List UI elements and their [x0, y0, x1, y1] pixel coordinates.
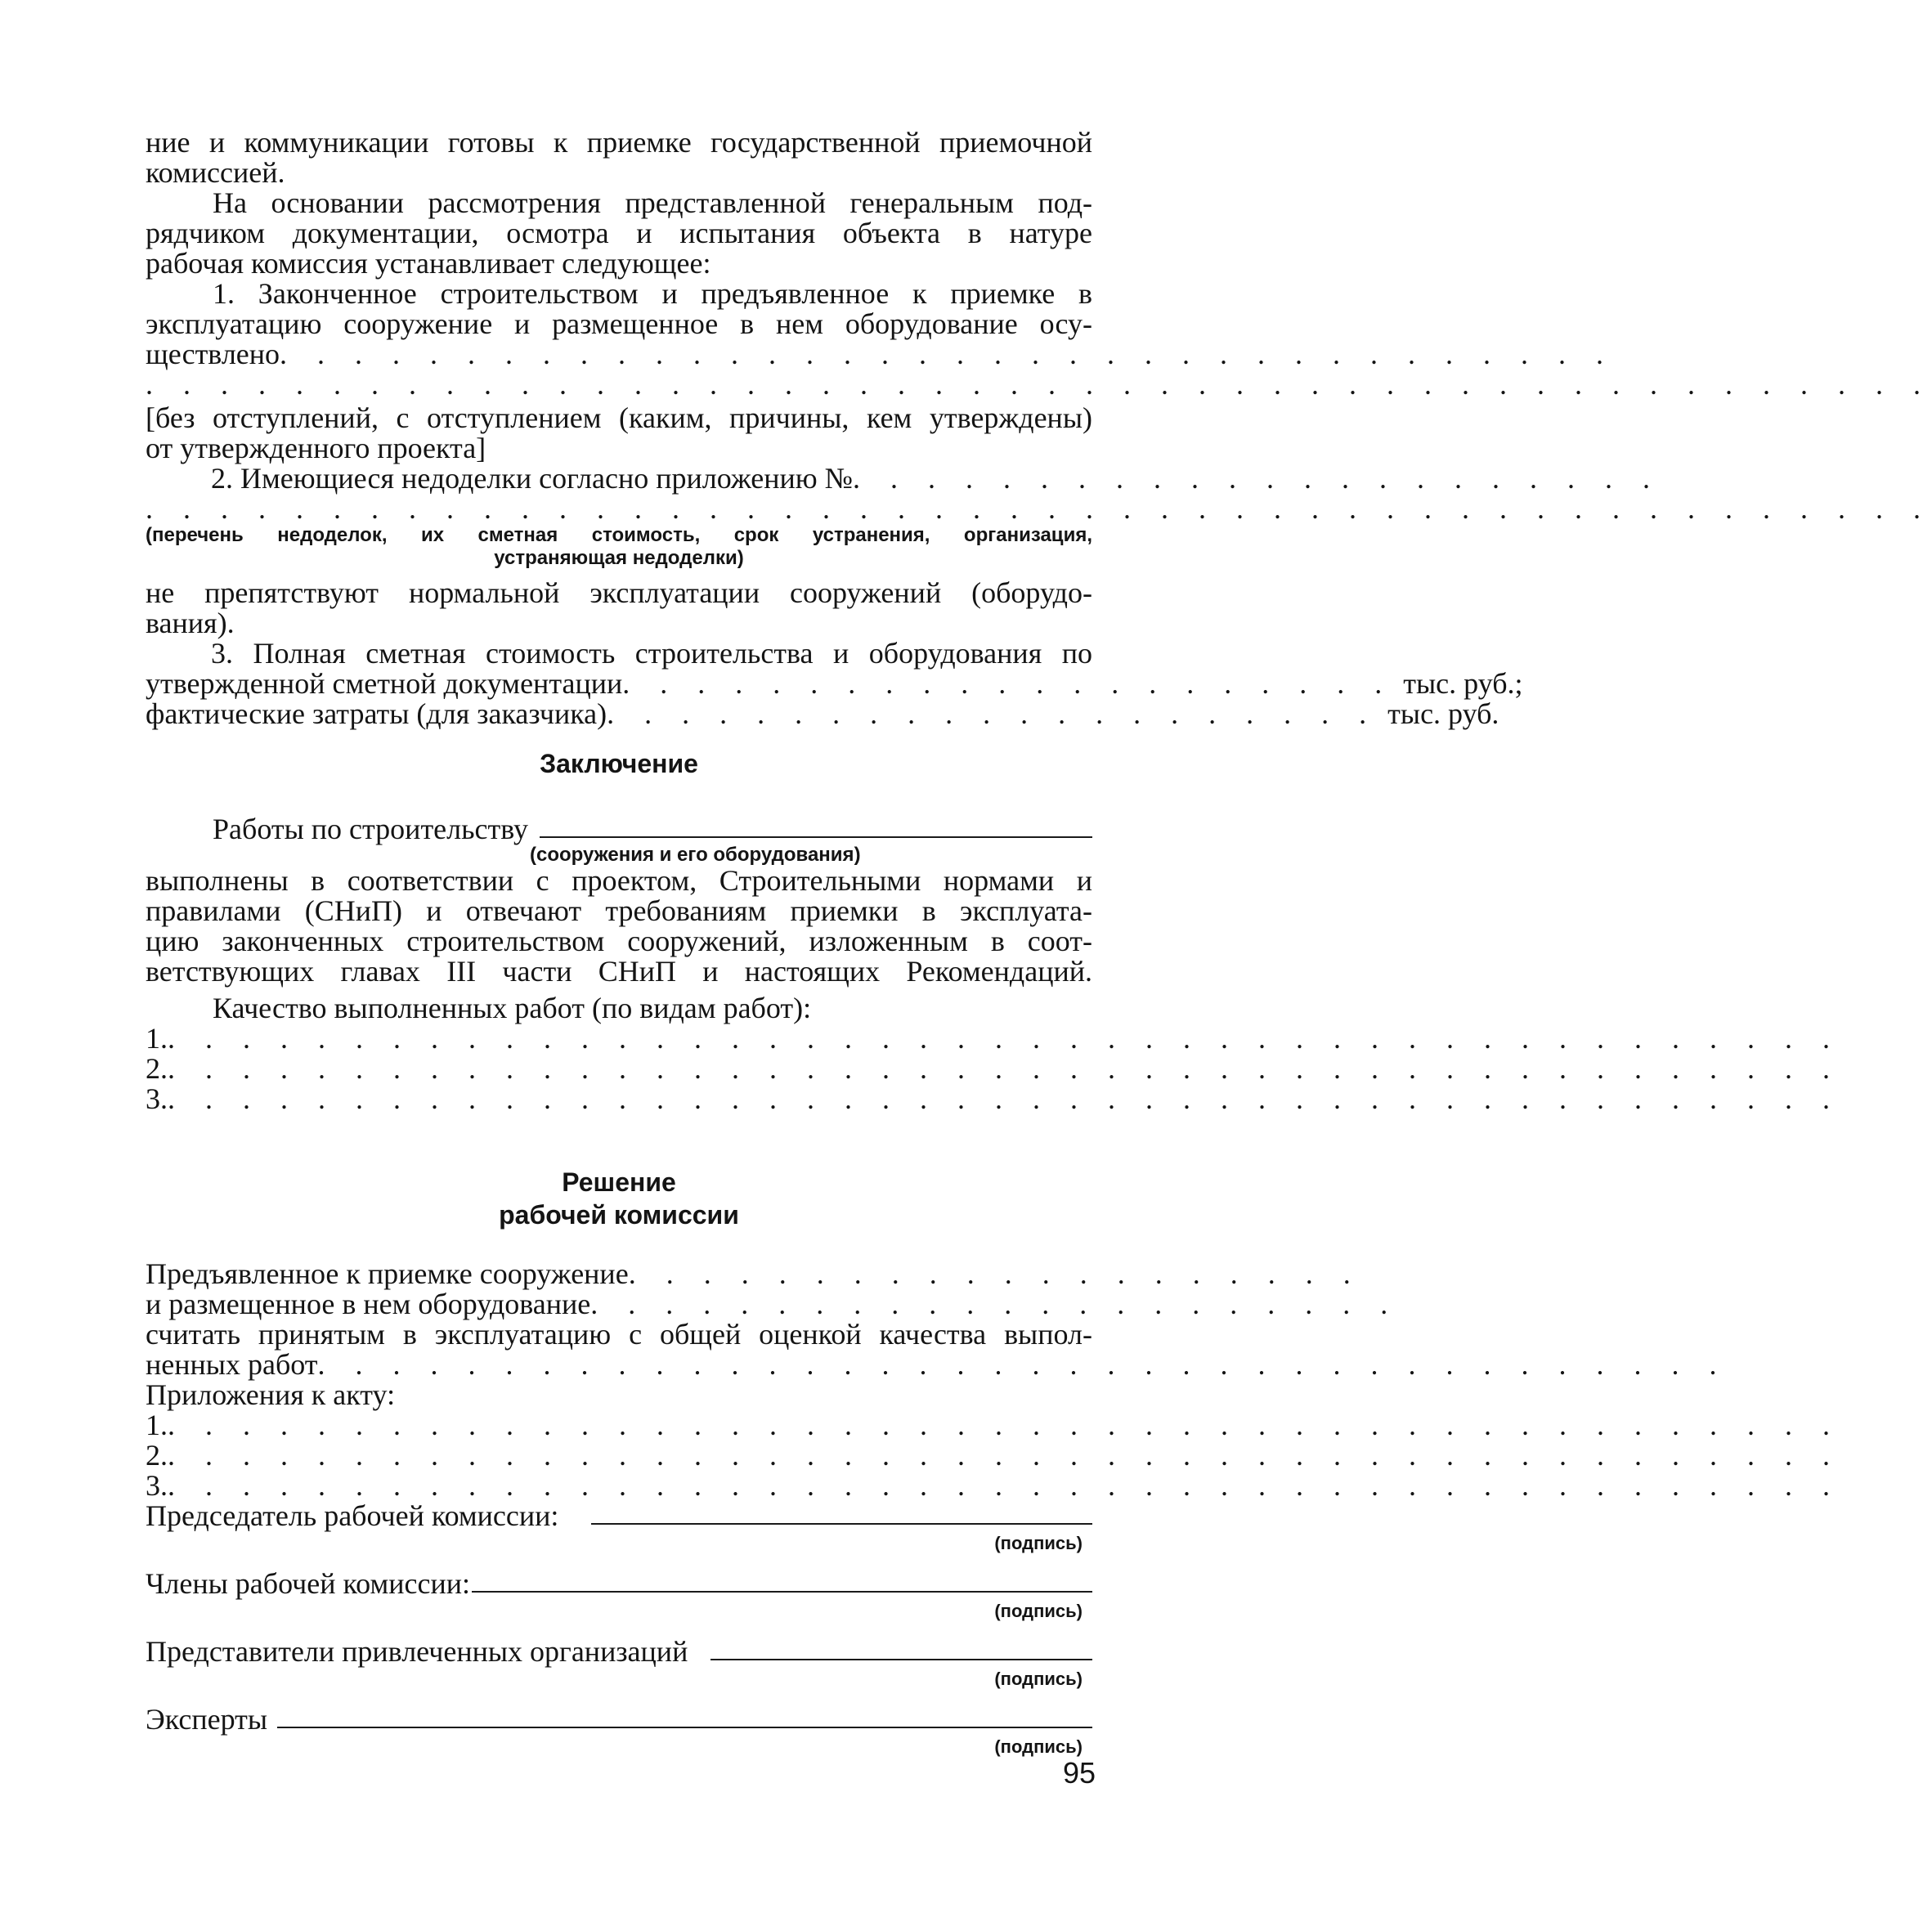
- signature-caption: (подпись): [994, 1669, 1083, 1689]
- signature-caption: (подпись): [994, 1736, 1083, 1757]
- signature-line: [710, 1659, 1092, 1660]
- experts-signature-row: [146, 1705, 1092, 1735]
- body-line: рядчиком документации, осмотра и испытания объекта в натуре: [146, 217, 1092, 249]
- unit-label: тыс. руб.: [1387, 697, 1499, 730]
- quality-item: [146, 1082, 1841, 1115]
- dotted-line: [146, 492, 1932, 525]
- body-section: [146, 126, 1932, 730]
- attachments-label: Приложения к акту:: [146, 1378, 396, 1411]
- decision-heading: рабочей комиссии: [499, 1200, 739, 1230]
- dotted-fill: . . . . . . . . . . . . . . . . . . . . .: [607, 697, 1378, 730]
- signature-caption: (подпись): [994, 1601, 1083, 1621]
- item-number: 3.: [146, 1469, 168, 1502]
- dotted-fill: . . . . . . . . . . . . . . . . . . . . . . . . . . . . . . . . . . . . . . . . . . . . .: [168, 1409, 1841, 1441]
- body-line: ние и коммуникации готовы к приемке государственной приемочной: [146, 126, 1092, 159]
- body-line: рабочая комиссия устанавливает следующее:: [146, 247, 711, 280]
- dotted-fill: . . . . . . . . . . . . . . . . . . . . . . . . . . . . . . . . . . . . . . . . . . . . .: [168, 1439, 1841, 1472]
- dotted-fill: . . . . . . . . . . . . . . . . . . . . . . . . . . . . . . . . . . . .: [280, 338, 1616, 370]
- item-3-row: [146, 667, 1523, 700]
- representatives-signature-row: [146, 1637, 1092, 1667]
- item-number: 1.: [146, 1022, 168, 1055]
- item-3-line: фактические затраты (для заказчика): [146, 697, 607, 730]
- item-1-note: от утвержденного проекта]: [146, 432, 486, 464]
- decision-line: Предъявленное к приемке сооружение: [146, 1257, 629, 1290]
- works-row: [146, 814, 1092, 845]
- decision-heading: Решение: [562, 1167, 676, 1197]
- conclusion-body: [146, 813, 1841, 1115]
- item-2-caption: устраняющая недоделки): [494, 547, 744, 569]
- decision-line: ненных работ: [146, 1348, 318, 1381]
- dotted-fill: . . . . . . . . . . . . . . . . . . . . . .: [852, 462, 1661, 495]
- members-signature-row: [146, 1569, 1092, 1599]
- decision-row: [146, 1288, 1400, 1320]
- item-2-row: [146, 462, 1661, 495]
- conclusion-line: правилами (СНиП) и отвечают требованиям приемки в эксплуата-: [146, 894, 1092, 927]
- item-1-line: 1. Законченное строительством и предъявленное к приемке в: [213, 277, 1092, 310]
- item-2-caption: (перечень недоделок, их сметная стоимость, срок устранения, организация,: [146, 524, 1092, 546]
- decision-line: и размещенное в нем оборудование: [146, 1288, 591, 1320]
- dotted-fill: . . . . . . . . . . . . . . . . . . . . . . . . . . . . . . . . . . . . . . . . . . . . .: [168, 1022, 1841, 1055]
- decision-line: считать принятым в эксплуатацию с общей оценкой качества выпол-: [146, 1318, 1092, 1351]
- item-1-line: эксплуатацию сооружение и размещенное в нем оборудование осу-: [146, 307, 1092, 340]
- decision-body: [146, 1257, 1841, 1759]
- conclusion-heading: Заключение: [540, 749, 698, 778]
- item-3-row: [146, 697, 1499, 730]
- attachment-item: [146, 1409, 1841, 1441]
- dotted-fill: . . . . . . . . . . . . . . . . . . . . . . . . . . . . . . . . . . . . . . . . . . . . .: [168, 1082, 1841, 1115]
- conclusion-line: выполнены в соответствии с проектом, Строительными нормами и: [146, 864, 1092, 897]
- members-label: Члены рабочей комиссии:: [146, 1567, 471, 1600]
- quality-item: [146, 1052, 1841, 1085]
- dotted-fill: . . . . . . . . . . . . . . . . . . . . . . . . . . . . . . . . . . . . . . . . . . . . .: [168, 1469, 1841, 1502]
- item-number: 1.: [146, 1409, 168, 1441]
- item-2-line: вания).: [146, 607, 235, 639]
- item-3-line: 3. Полная сметная стоимость строительства и оборудования по: [211, 637, 1092, 670]
- signature-caption: (подпись): [994, 1533, 1083, 1553]
- item-1-line: ществлено: [146, 338, 280, 370]
- quality-item: [146, 1022, 1841, 1055]
- dotted-fill: . . . . . . . . . . . . . . . . . . . . .: [622, 667, 1394, 700]
- item-1-note: [без отступлений, с отступлением (каким, причины, кем утверждены): [146, 401, 1092, 434]
- dotted-fill: . . . . . . . . . . . . . . . . . . . . . .: [590, 1288, 1400, 1320]
- item-2-line: не препятствуют нормальной эксплуатации сооружений (оборудо-: [146, 576, 1092, 609]
- decision-row: [146, 1257, 1362, 1290]
- signature-line: [472, 1591, 1092, 1593]
- chairman-label: Председатель рабочей комиссии:: [146, 1499, 559, 1532]
- representatives-label: Представители привлеченных организаций: [146, 1635, 688, 1668]
- item-number: 2.: [146, 1052, 168, 1085]
- attachment-item: [146, 1469, 1841, 1502]
- dotted-line: [146, 368, 1932, 401]
- body-line: комиссией.: [146, 156, 285, 189]
- works-caption: (сооружения и его оборудования): [530, 844, 861, 866]
- conclusion-section: [146, 747, 1092, 780]
- attachment-item: [146, 1439, 1841, 1472]
- conclusion-line: цию законченных строительством сооружений, изложенным в соот-: [146, 925, 1092, 957]
- item-1-fill-row: [146, 338, 1616, 370]
- page-number: 95: [1062, 1756, 1096, 1790]
- item-3-line: утвержденной сметной документации: [146, 667, 623, 700]
- body-line: На основании рассмотрения представленной генеральным под-: [213, 186, 1092, 219]
- experts-label: Эксперты: [146, 1703, 268, 1736]
- conclusion-line: ветствующих главах III части СНиП и настоящих Рекомендаций.: [146, 955, 1092, 988]
- item-2-line: 2. Имеющиеся недоделки согласно приложению №: [211, 462, 853, 495]
- dotted-fill: . . . . . . . . . . . . . . . . . . . . . . . . . . . . . . . . . . . . . .: [317, 1348, 1728, 1381]
- signature-line: [277, 1727, 1092, 1728]
- dotted-fill: . . . . . . . . . . . . . . . . . . . . . . . . . . . . . . . . . . . . . . . . . . . . .: [168, 1052, 1841, 1085]
- decision-heading-block: [146, 1166, 1092, 1231]
- signature-line: [591, 1523, 1092, 1525]
- unit-label: тыс. руб.;: [1403, 667, 1523, 700]
- chairman-signature-row: [146, 1501, 1092, 1531]
- item-number: 3.: [146, 1082, 168, 1115]
- blank-line: [540, 836, 1092, 838]
- item-number: 2.: [146, 1439, 168, 1472]
- quality-label: Качество выполненных работ (по видам работ):: [213, 992, 812, 1024]
- decision-row: [146, 1348, 1728, 1381]
- works-label: Работы по строительству: [213, 813, 529, 845]
- dotted-fill: . . . . . . . . . . . . . . . . . . . .: [628, 1257, 1362, 1290]
- dotted-fill: . . . . . . . . . . . . . . . . . . . . . . . . . . . . . . . . . . . . . . . . . . . . . . . .: [146, 368, 1932, 401]
- dotted-fill: . . . . . . . . . . . . . . . . . . . . . . . . . . . . . . . . . . . . . . . . . . . . . . . .: [146, 492, 1932, 525]
